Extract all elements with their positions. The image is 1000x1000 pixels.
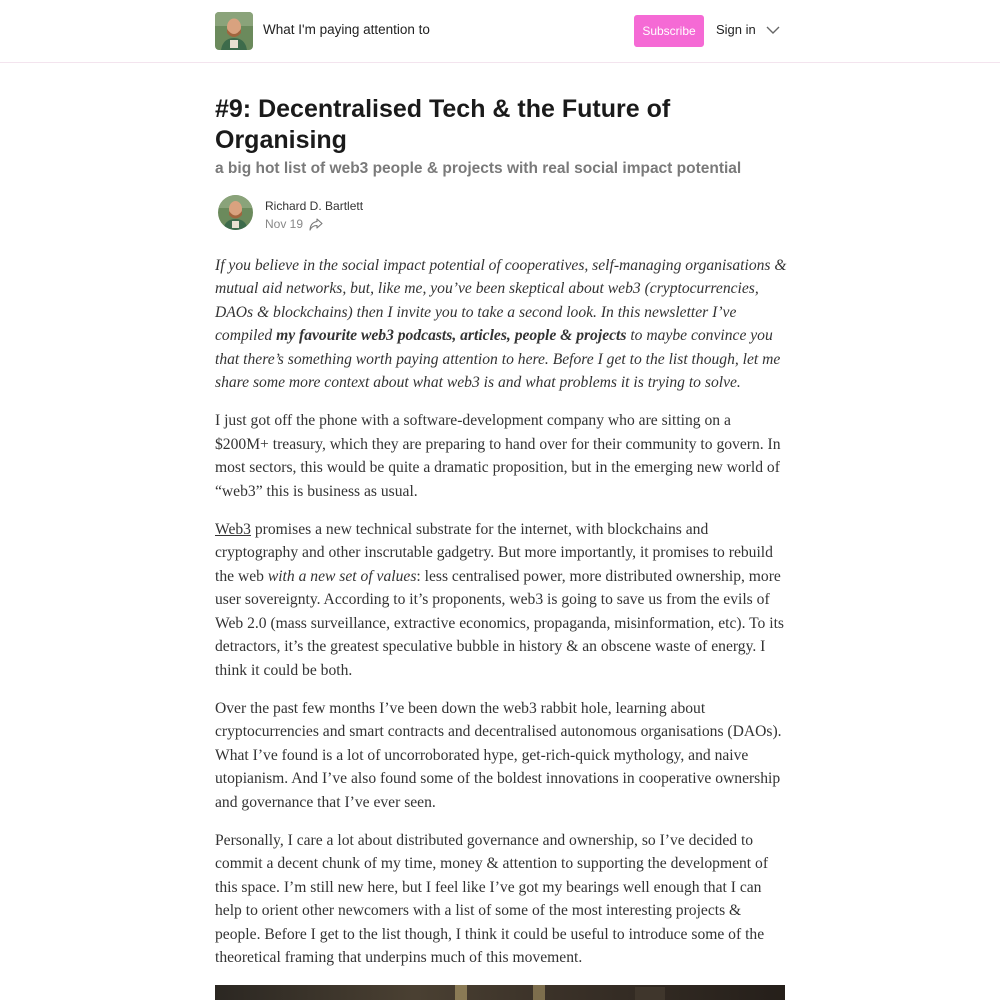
post-body bbox=[215, 254, 787, 984]
post-title: #9: Decentralised Tech & the Future of Organising bbox=[215, 95, 671, 154]
intro-bold-text: my favourite web3 podcasts, articles, people & projects bbox=[276, 327, 627, 345]
body-paragraph-3 bbox=[215, 518, 787, 682]
subscribe-button[interactable]: Subscribe bbox=[634, 15, 704, 47]
publication-logo[interactable] bbox=[215, 12, 253, 50]
p3-text-1: promises a new technical substrate for the internet, with blockchains and cryptography and other inscrutable gadgetry. But more importantly, it promises to rebuild the web bbox=[215, 521, 773, 585]
body-paragraph-4: Over the past few months I’ve been down the web3 rabbit hole, learning about cryptocurrencies and smart contracts and decentralised autonomous organisations (DAOs). What I’ve found is a lot of uncorroborated hype, get-rich-quick mythology, and naive utopianism. And I’ve also found some of the boldest innovations in cooperative ownership and governance that I’ve ever seen. bbox=[215, 699, 782, 811]
body-paragraph-2: I just got off the phone with a software-development company who are sitting on a $200M+ treasury, which they are preparing to hand over for their community to govern. In most sectors, this would be quite a dramatic proposition, but in the emerging new world of “web3” this is business as usual. bbox=[215, 412, 781, 500]
p3-italic-text: with a new set of values bbox=[267, 567, 417, 585]
intro-text-2: to maybe convince you that there’s something worth paying attention to here. Before I get to the list though, let me share some more context about what web3 is and what problems it is trying to solve. bbox=[215, 327, 781, 392]
post-image[interactable] bbox=[215, 985, 785, 1000]
sign-in-link[interactable]: Sign in bbox=[716, 22, 756, 37]
top-navigation-bar bbox=[0, 0, 1000, 63]
share-icon[interactable] bbox=[309, 218, 323, 231]
post-date: Nov 19 bbox=[265, 217, 304, 231]
author-avatar[interactable] bbox=[218, 195, 253, 230]
post-subtitle: a big hot list of web3 people & projects with real social impact potential bbox=[215, 160, 742, 177]
publication-name[interactable]: What I'm paying attention to bbox=[263, 22, 430, 37]
intro-paragraph bbox=[215, 254, 787, 394]
p3-text-2: : less centralised power, more distributed ownership, more user sovereignty. According to it’s proponents, web3 is going to save us from the evils of Web 2.0 (mass surveillance, extractive economics, propaganda, misinformation, etc). To its detractors, it’s the greatest speculative bubble in history & an obscene waste of energy. I think it could be both. bbox=[215, 567, 784, 679]
chevron-down-icon[interactable] bbox=[765, 24, 781, 36]
web3-link[interactable]: Web3 bbox=[215, 521, 251, 539]
author-name[interactable]: Richard D. Bartlett bbox=[265, 199, 364, 213]
body-paragraph-5: Personally, I care a lot about distributed governance and ownership, so I’ve decided to commit a decent chunk of my time, money & attention to supporting the development of this space. I’m still new here, but I feel like I’ve got my bearings well enough that I can help to orient other newcomers with a list of some of the most interesting projects & people. Before I get to the list though, I think it could be useful to introduce some of the theoretical framing that underpins much of this movement. bbox=[215, 831, 769, 966]
intro-text-1: If you believe in the social impact potential of cooperatives, self-managing organisations & mutual aid networks, but, like me, you’ve been skeptical about web3 (cryptocurrencies, DAOs & blockchains) then I invite you to take a second look. In this newsletter I’ve compiled bbox=[215, 257, 787, 345]
